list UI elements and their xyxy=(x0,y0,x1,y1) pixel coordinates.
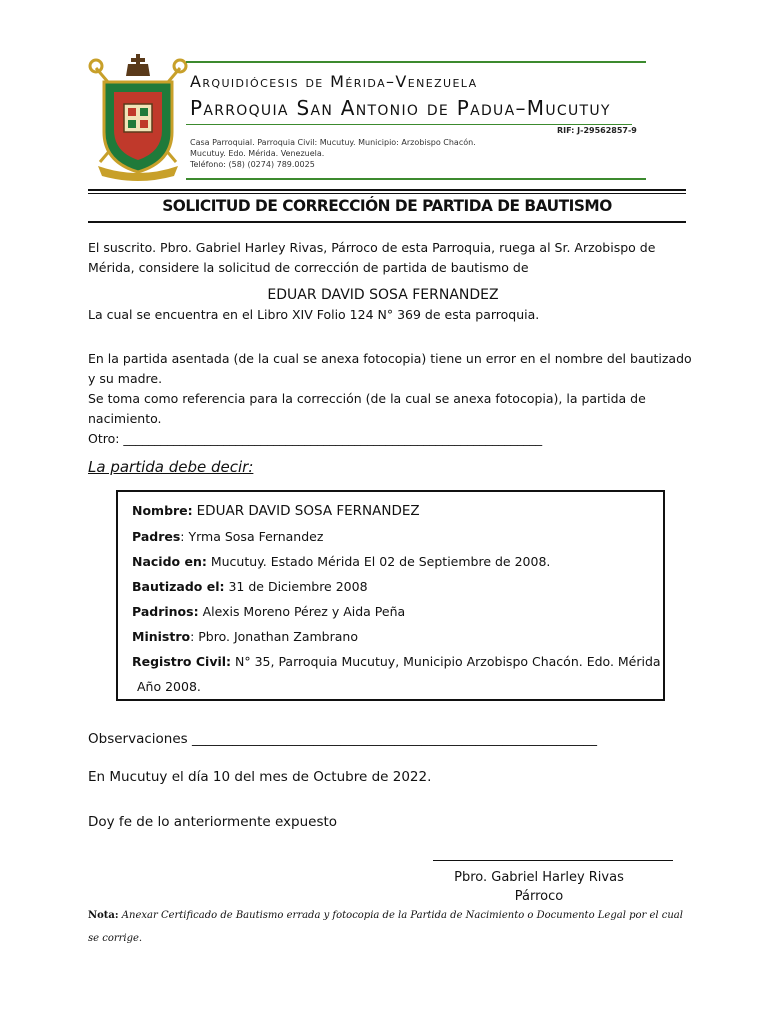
padres-label: Padres xyxy=(132,529,181,544)
reference-line: Se toma como referencia para la corrección (de la cual se anexa fotocopia), la partida de xyxy=(88,391,646,406)
registro-value: N° 35, Parroquia Mucutuy, Municipio Arzobispo Chacón. Edo. Mérida xyxy=(235,654,661,669)
address-line: Mucutuy. Edo. Mérida. Venezuela. xyxy=(190,149,325,158)
error-line: y su madre. xyxy=(88,371,163,386)
nacido-value: Mucutuy. Estado Mérida El 02 de Septiembre de 2008. xyxy=(210,554,551,569)
reference-line: nacimiento. xyxy=(88,411,162,426)
record-registro xyxy=(132,654,661,669)
record-nombre xyxy=(132,503,420,519)
header-bottom-rule xyxy=(186,178,646,180)
padrinos-label: Padrinos: xyxy=(132,604,199,619)
registro-year: Año 2008. xyxy=(137,679,201,694)
record-nacido xyxy=(132,554,550,569)
address-line: Casa Parroquial. Parroquia Civil: Mucutuy. Municipio: Arzobispo Chacón. xyxy=(190,138,476,147)
phone-line: Teléfono: (58) (0274) 789.0025 xyxy=(190,160,315,169)
corrected-record-box xyxy=(116,490,665,701)
document-title: SOLICITUD DE CORRECCIÓN DE PARTIDA DE BAUTISMO xyxy=(162,196,612,215)
padres-value: : Yrma Sosa Fernandez xyxy=(180,529,324,544)
header-mid-rule xyxy=(186,124,632,125)
date-line: En Mucutuy el día 10 del mes de Octubre de 2022. xyxy=(88,769,432,785)
note-label: Nota: xyxy=(88,910,119,921)
correct-record-heading: La partida debe decir: xyxy=(88,458,254,476)
header-top-rule xyxy=(186,61,646,63)
title-rule-top xyxy=(88,189,686,191)
observaciones-field: Observaciones ____________________________________________________________ xyxy=(88,731,597,747)
signature-block xyxy=(433,868,645,906)
book-reference: La cual se encuentra en el Libro XIV Folio 124 N° 369 de esta parroquia. xyxy=(88,307,540,322)
title-rule-bottom xyxy=(88,221,686,223)
record-padres xyxy=(132,529,323,544)
intro-line: El suscrito. Pbro. Gabriel Harley Rivas, Párroco de esta Parroquia, ruega al Sr. Arzobispo de xyxy=(88,240,656,255)
nombre-label: Nombre: xyxy=(132,503,193,518)
ministro-label: Ministro xyxy=(132,629,191,644)
other-field: Otro: ___________________________________________________________________ xyxy=(88,431,543,446)
title-rule-top-thin xyxy=(88,193,686,194)
bautizado-value: 31 de Diciembre 2008 xyxy=(228,579,368,594)
parish-address xyxy=(190,137,476,170)
signature-line xyxy=(433,860,673,861)
intro-line: Mérida, considere la solicitud de corrección de partida de bautismo de xyxy=(88,260,529,275)
record-padrinos xyxy=(132,604,405,619)
archdiocese-name: Arquidiócesis de Mérida–Venezuela xyxy=(190,72,478,91)
attestation: Doy fe de lo anteriormente expuesto xyxy=(88,814,338,830)
nacido-label: Nacido en: xyxy=(132,554,207,569)
signer-role: Párroco xyxy=(514,889,564,904)
nombre-value: EDUAR DAVID SOSA FERNANDEZ xyxy=(196,503,420,519)
note-text: Anexar Certificado de Bautismo errada y fotocopia de la Partida de Nacimiento o Documento Legal por el cual se corrige. xyxy=(88,910,683,944)
rif-number: RIF: J-29562857-9 xyxy=(557,126,637,135)
baptized-name: EDUAR DAVID SOSA FERNANDEZ xyxy=(267,287,499,303)
coat-of-arms-logo xyxy=(88,54,188,184)
parish-name: Parroquia San Antonio de Padua–Mucutuy xyxy=(190,96,611,120)
record-bautizado xyxy=(132,579,368,594)
padrinos-value: Alexis Moreno Pérez y Aida Peña xyxy=(202,604,406,619)
ministro-value: : Pbro. Jonathan Zambrano xyxy=(190,629,358,644)
bautizado-label: Bautizado el: xyxy=(132,579,225,594)
signer-name: Pbro. Gabriel Harley Rivas xyxy=(454,870,624,885)
registro-label: Registro Civil: xyxy=(132,654,232,669)
record-ministro xyxy=(132,629,358,644)
error-line: En la partida asentada (de la cual se anexa fotocopia) tiene un error en el nombre del bautizado xyxy=(88,351,692,366)
footnote xyxy=(88,904,688,950)
